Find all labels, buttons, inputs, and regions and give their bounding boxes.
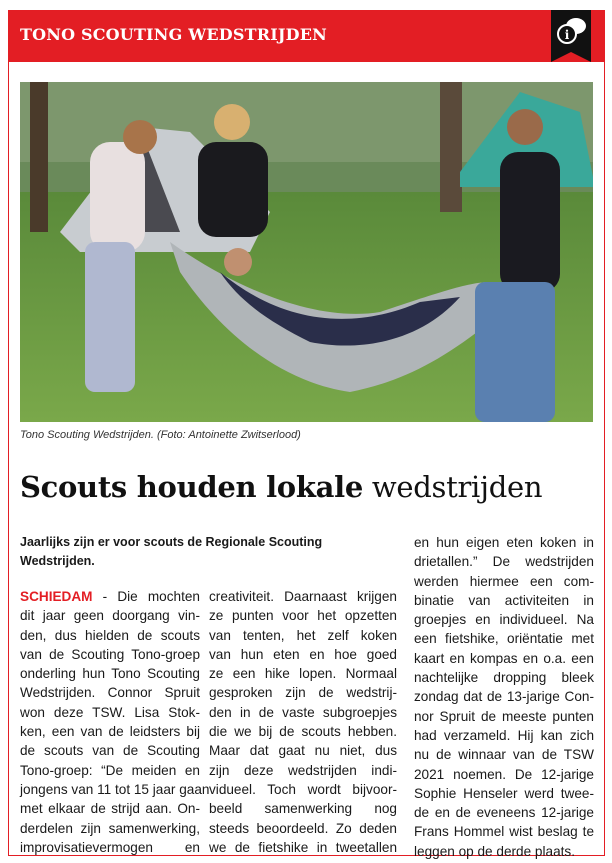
article-lead: Jaarlijks zijn er voor scouts de Regionale Scouting Wedstrijden.	[20, 535, 323, 568]
article-text-line: die we bij de scouts hebben.	[209, 724, 397, 740]
article-text-line: van hun eten en hoe goed	[209, 646, 397, 662]
article-text-line: den, dus hielden de scouts	[20, 627, 200, 643]
article-column-2	[209, 587, 397, 857]
headline-regular: wedstrijden	[371, 470, 543, 504]
article-text-line: groepjes en individueel. Na	[414, 612, 594, 628]
article-text-line: won deze TSW. Lisa Stok-	[20, 704, 200, 720]
article-text-line: onderling hun Tono Scouting	[20, 666, 200, 682]
article-text-line: binatie van activiteiten in	[414, 592, 594, 608]
article-column-3	[414, 533, 594, 861]
article-text-line: derdelen zijn samenwerking,	[20, 820, 200, 836]
article-text-line: ze een hike lopen. Normaal	[209, 666, 397, 682]
article-text-line: we de fietshike in tweetallen	[209, 839, 397, 855]
article-text-line: de en de eveneens 12-jarige	[414, 805, 594, 821]
article-text-line: een fietshike, oriëntatie met	[414, 631, 594, 647]
section-title: TONO SCOUTING WEDSTRIJDEN	[20, 25, 327, 44]
article-text-line: van de Scouting Tono-groep	[20, 646, 200, 662]
article-text-line: nachtelijke dropping bleek	[414, 670, 594, 686]
article-text-line: werden hiermee een com-	[414, 573, 594, 589]
headline-bold: Scouts houden lokale	[20, 470, 363, 504]
article-text-line: zondag dat de 13-jarige Con-	[414, 689, 594, 705]
article-text-line: de scouts van de Scouting	[20, 743, 200, 759]
photo-caption: Tono Scouting Wedstrijden. (Foto: Antoinette Zwitserlood)	[20, 429, 301, 441]
article-text-line: den in de vaste subgroepjes	[209, 704, 397, 720]
article-text-line: en hun eigen eten koken in	[414, 535, 594, 550]
article-text-line: ken, een van de leidsters bij	[20, 724, 200, 740]
info-chat-icon	[551, 10, 591, 62]
article-text-line: met elkaar de strijd aan. On-	[20, 801, 200, 817]
article-text-line: gesproken zijn de wedstrij-	[209, 685, 397, 701]
article-text-line: Wedstrijden. Connor Spruit	[20, 685, 200, 701]
section-header	[8, 10, 605, 62]
article-photo	[20, 82, 593, 422]
article-text-line: vidueel. Toch wordt bijvoor-	[209, 781, 397, 797]
article-text-line: van tenten, het zelf koken	[209, 627, 397, 643]
article-text-line: improvisatievermogen en	[20, 839, 200, 855]
article-text-line: beeld samenwerking nog	[209, 801, 397, 817]
article-text-line: dit jaar geen doorgang vin-	[20, 608, 200, 624]
article-text-line: jongens van 11 tot 15 jaar gaan	[20, 781, 210, 797]
article-text-line: ze punten voor het opzetten	[209, 608, 397, 624]
article-headline	[20, 470, 542, 504]
article-text-line: kaart en kompas en o.a. een	[414, 650, 594, 666]
article-text-line: zijn deze wedstrijden indi-	[209, 762, 397, 778]
svg-text:i: i	[564, 28, 570, 42]
article-text-line: steeds beoordeeld. Zo deden	[209, 820, 397, 836]
article-text-line: leggen op de derde plaats.	[414, 843, 575, 859]
article-text-line: drietallen.” De wedstrijden	[414, 554, 594, 570]
article-text-line: creativiteit. Daarnaast krijgen	[209, 589, 397, 604]
article-text-line: Sophie Henseler werd twee-	[414, 785, 594, 801]
article-column-1	[20, 587, 210, 857]
article-text-line: 2021 noemen. De 12-jarige	[414, 766, 594, 782]
article-text-line: nu de winnaar van de TSW	[414, 747, 594, 763]
dateline: SCHIEDAM	[20, 589, 93, 604]
article-text-line: Frans Hommel wist beslag te	[414, 824, 594, 840]
article-text-line: SCHIEDAM - Die mochten	[20, 589, 200, 604]
article-text-line: had verzameld. Hij kan zich	[414, 727, 594, 743]
article-text-line: Maar dat gaat nu niet, dus	[209, 743, 397, 759]
article-text-line: Tono-groep: “De meiden en	[20, 762, 200, 778]
article-text-line: nor Spruit de meeste punten	[414, 708, 594, 724]
